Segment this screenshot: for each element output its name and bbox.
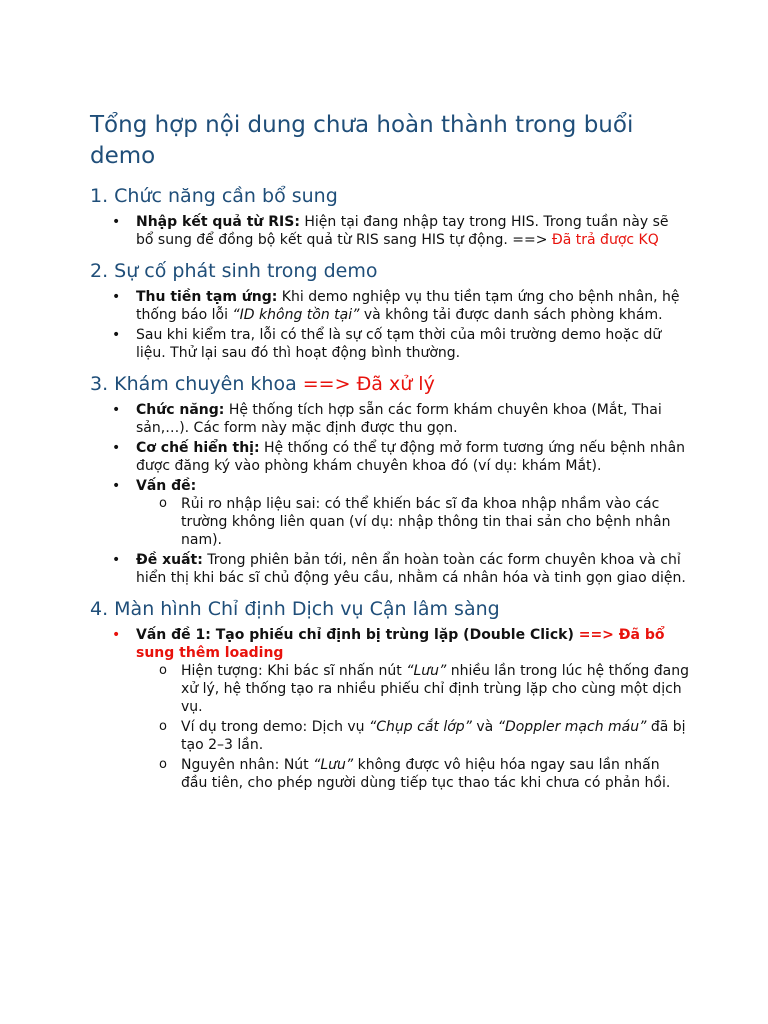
list-item: • Sau khi kiểm tra, lỗi có thể là sự cố tạm thời của môi trường demo hoặc dữ liệu. Thử lại sau đó thì hoạt động bình thường. xyxy=(112,327,662,361)
bullet-icon: • xyxy=(112,327,121,343)
list-item: • Cơ chế hiển thị: Hệ thống có thể tự động mở form tương ứng nếu bệnh nhân được đăng ký vào phòng khám chuyên khoa đó (ví dụ: khám Mắt). xyxy=(112,440,686,474)
section-2-list xyxy=(90,288,690,362)
section-heading-4: 4. Màn hình Chỉ định Dịch vụ Cận lâm sàng xyxy=(90,598,500,620)
bullet-icon: • xyxy=(112,214,121,230)
list-item: • Nhập kết quả từ RIS: Hiện tại đang nhập tay trong HIS. Trong tuần này sẽ bổ sung để đồng bộ kết quả từ RIS sang HIS tự động. ==> Đã trả được KQ xyxy=(112,214,669,248)
sub-list xyxy=(90,495,690,549)
circle-bullet-icon: o xyxy=(159,719,167,734)
bullet-icon: • xyxy=(112,289,121,305)
list-item: • Vấn đề 1: Tạo phiếu chỉ định bị trùng lặp (Double Click) ==> Đã bổ sung thêm loading o Hiện tượng: Khi bác sĩ nhấn nút “Lưu” nhiều lần trong lúc hệ thống đang xử lý, hệ thống tạo ra nhiều phiếu chỉ định trùng lặp cho cùng một dịch vụ. o Ví dụ trong demo: Dịch vụ “Chụp cắt lớp” và “Doppler mạch máu” đã bị tạo 2–3 lần. o Nguyên nhân: Nút “Lưu” không được vô hiệu hóa ngay sau lần nhấn đầu tiên, cho phép người dùng tiếp tục thao tác khi chưa có phản hồi. xyxy=(90,626,690,792)
section-3-list xyxy=(90,401,690,587)
status-note: ==> Đã xử lý xyxy=(302,373,435,395)
circle-bullet-icon: o xyxy=(159,757,167,772)
sub-list-item: o Hiện tượng: Khi bác sĩ nhấn nút “Lưu” nhiều lần trong lúc hệ thống đang xử lý, hệ thống tạo ra nhiều phiếu chỉ định trùng lặp cho cùng một dịch vụ. xyxy=(159,663,689,715)
document-title: Tổng hợp nội dung chưa hoàn thành trong buổi demo xyxy=(90,112,634,169)
status-note: Đã trả được KQ xyxy=(551,232,659,248)
bullet-icon: • xyxy=(112,478,121,494)
section-heading-2: 2. Sự cố phát sinh trong demo xyxy=(90,260,378,282)
list-item: • Chức năng: Hệ thống tích hợp sẵn các form khám chuyên khoa (Mắt, Thai sản,…). Các form này mặc định được thu gọn. xyxy=(112,402,662,436)
section-1-list xyxy=(90,213,690,249)
sub-list-item: o Rủi ro nhập liệu sai: có thể khiến bác sĩ đa khoa nhập nhầm vào các trường không liên quan (ví dụ: nhập thông tin thai sản cho bệnh nhân nam). xyxy=(159,496,671,548)
bullet-icon: • xyxy=(112,402,121,418)
sub-list-item: o Nguyên nhân: Nút “Lưu” không được vô hiệu hóa ngay sau lần nhấn đầu tiên, cho phép người dùng tiếp tục thao tác khi chưa có phản hồi. xyxy=(159,757,671,791)
sub-list xyxy=(90,662,690,792)
bullet-icon: • xyxy=(112,552,121,568)
sub-list-item: o Ví dụ trong demo: Dịch vụ “Chụp cắt lớp” và “Doppler mạch máu” đã bị tạo 2–3 lần. xyxy=(159,719,686,753)
list-item: • Đề xuất: Trong phiên bản tới, nên ẩn hoàn toàn các form chuyên khoa và chỉ hiển thị khi bác sĩ chủ động yêu cầu, nhằm cá nhân hóa và tinh gọn giao diện. xyxy=(112,552,686,586)
section-heading-3: 3. Khám chuyên khoa ==> Đã xử lý xyxy=(90,373,435,395)
status-note: ==> Đã bổ sung thêm loading xyxy=(136,627,665,661)
circle-bullet-icon: o xyxy=(159,663,167,678)
circle-bullet-icon: o xyxy=(159,496,167,511)
bullet-icon: • xyxy=(112,440,121,456)
section-4-list xyxy=(90,626,690,792)
list-item: • Vấn đề: o Rủi ro nhập liệu sai: có thể khiến bác sĩ đa khoa nhập nhầm vào các trường không liên quan (ví dụ: nhập thông tin thai sản cho bệnh nhân nam). xyxy=(90,477,690,549)
document-body xyxy=(90,110,690,792)
section-heading-1: 1. Chức năng cần bổ sung xyxy=(90,185,338,207)
list-item: • Thu tiền tạm ứng: Khi demo nghiệp vụ thu tiền tạm ứng cho bệnh nhân, hệ thống báo lỗi “ID không tồn tại” và không tải được danh sách phòng khám. xyxy=(112,289,680,323)
bullet-icon: • xyxy=(112,627,121,643)
